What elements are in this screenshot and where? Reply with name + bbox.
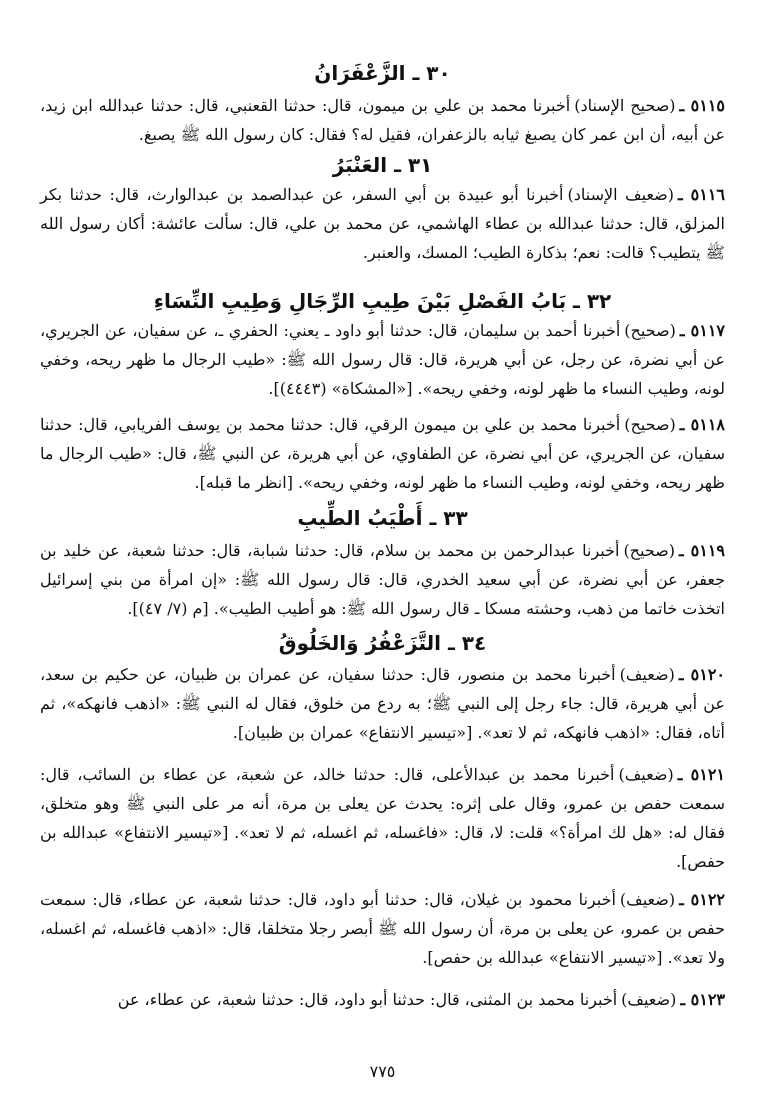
hadith-grade: (ضعيف) <box>619 890 676 909</box>
hadith-entry-5118 <box>40 410 725 497</box>
hadith-grade: (صحيح الإسناد) <box>574 96 676 115</box>
hadith-text: أخبرنا عبدالرحمن بن محمد بن سلام، قال: حدثنا شبابة، قال: حدثنا شعبة، عن خليد بن جعفر، عن أبي نضرة، عن أبي سعيد الخدري، قال: قال رسول الله ﷺ: «إن امرأة من بني إسرائيل اتخذت خاتما من ذهب، وحشته مسكا ـ قال رسول الله ﷺ: هو أطيب الطيب». [م (٧/ ٤٧)]. <box>40 541 726 618</box>
hadith-number: ٥١١٩ ـ <box>679 541 725 560</box>
hadith-entry-5116 <box>40 180 725 267</box>
page-number: ٧٧٥ <box>369 1062 396 1081</box>
hadith-grade: (صحيح) <box>624 415 676 434</box>
section-heading-saffron: ٣٠ ـ الزَّعْفَرَانُ <box>314 61 451 85</box>
hadith-text: أخبرنا أبو عبيدة بن أبي السفر، عن عبدالصمد بن عبدالوارث، قال: حدثنا بكر المزلق، قال: حدثنا عبدالله بن عطاء الهاشمي، عن محمد بن علي، قال: سألت عائشة: أكان رسول الله ﷺ يتطيب؟ قالت: نعم؛ بذكارة الطيب؛ المسك، والعنبر. <box>40 185 725 262</box>
hadith-grade: (صحيح) <box>624 321 676 340</box>
hadith-entry-5121 <box>40 760 725 876</box>
hadith-text: أخبرنا محمد بن عبدالأعلى، قال: حدثنا خالد، عن شعبة، عن عطاء بن السائب، قال: سمعت حفص بن عمرو، وقال على إثره: يحدث عن يعلى بن مرة، أنه مر على النبي ﷺ وهو متخلق، فقال له: «هل لك امرأة؟» قلت: لا، قال: «فاغسله، ثم اغسله، ثم لا تعد». [«تيسير الانتفاع» عبدالله بن حفص]. <box>40 765 725 871</box>
hadith-text: أخبرنا محمد بن المثنى، قال: حدثنا أبو داود، قال: حدثنا شعبة، عن عطاء، عن <box>117 990 618 1009</box>
hadith-entry-5120 <box>40 660 725 747</box>
hadith-grade: (ضعيف) <box>618 765 674 784</box>
section-heading-men-women-perfume: ٣٢ ـ بَابُ الفَصْلِ بَيْنَ طِيبِ الرِّجَالِ وَطِيبِ النِّسَاءِ <box>153 289 612 313</box>
hadith-grade: (صحيح) <box>623 541 675 560</box>
hadith-entry-5117 <box>40 316 725 403</box>
hadith-number: ٥١٢٣ ـ <box>680 990 725 1009</box>
hadith-entry-5123 <box>40 985 725 1014</box>
hadith-entry-5115 <box>40 91 725 149</box>
hadith-number: ٥١١٦ ـ <box>677 185 726 204</box>
hadith-entry-5122 <box>40 885 725 972</box>
hadith-grade: (ضعيف الإسناد) <box>567 185 674 204</box>
hadith-number: ٥١٢٠ ـ <box>678 665 726 684</box>
hadith-number: ٥١١٥ ـ <box>679 96 726 115</box>
section-heading-best-perfume: ٣٣ ـ أَطْيَبُ الطِّيبِ <box>297 506 468 530</box>
hadith-number: ٥١٢١ ـ <box>677 765 725 784</box>
hadith-grade: (ضعيف) <box>621 990 677 1009</box>
hadith-entry-5119 <box>40 536 725 623</box>
hadith-text: أخبرنا محمد بن علي بن ميمون، قال: حدثنا القعنبي، قال: حدثنا عبدالله ابن زيد، عن أبيه، أن ابن عمر كان يصبغ ثيابه بالزعفران، فقيل له؟ فقال: كان رسول الله ﷺ يصبغ. <box>40 96 725 144</box>
hadith-number: ٥١١٨ ـ <box>679 415 725 434</box>
hadith-text: أخبرنا محمود بن غيلان، قال: حدثنا أبو داود، قال: حدثنا شعبة، عن عطاء، قال: سمعت حفص بن عمرو، عن يعلى بن مرة، أن رسول الله ﷺ أبصر رجلا متخلقا، قال: «اذهب فاغسله، ثم اغسله، ولا تعد». [«تيسير الانتفاع» عبدالله بن حفص]. <box>40 890 725 967</box>
hadith-grade: (ضعيف) <box>619 665 675 684</box>
hadith-text: أخبرنا محمد بن علي بن ميمون الرقي، قال: حدثنا محمد بن يوسف الفريابي، قال: حدثنا سفيان، عن الجريري، عن أبي نضرة، عن الطفاوي، عن أبي هريرة، عن النبي ﷺ، قال: «طيب الرجال ما ظهر ريحه، وخفي لونه، وطيب النساء ما ظهر لونه، وخفي ريحه». [انظر ما قبله]. <box>40 415 725 492</box>
section-heading-saffron-khaluq: ٣٤ ـ التَّزَعْفُرُ وَالخَلُوقُ <box>278 631 487 655</box>
hadith-text: أخبرنا أحمد بن سليمان، قال: حدثنا أبو داود ـ يعني: الحفري ـ، عن سفيان، عن الجريري، عن أبي نضرة، عن رجل، عن أبي هريرة، قال: قال رسول الله ﷺ: «طيب الرجال ما ظهر ريحه، وخفي لونه، وطيب النساء ما ظهر لونه، وخفي ريحه». [«المشكاة» (٤٤٤٣)]. <box>40 321 725 398</box>
hadith-text: أخبرنا محمد بن منصور، قال: حدثنا سفيان، عن عمران بن ظبيان، عن حكيم بن سعد، عن أبي هريرة، قال: جاء رجل إلى النبي ﷺ؛ به ردع من خلوق، فقال له النبي ﷺ: «اذهب فانهكه»، ثم أتاه، فقال: «اذهب فانهكه، ثم لا تعد». [«تيسير الانتفاع» عمران بن ظبيان]. <box>40 665 725 742</box>
hadith-number: ٥١١٧ ـ <box>679 321 725 340</box>
hadith-number: ٥١٢٢ ـ <box>679 890 725 909</box>
section-heading-ambergris: ٣١ ـ العَنْبَرُ <box>332 153 433 177</box>
